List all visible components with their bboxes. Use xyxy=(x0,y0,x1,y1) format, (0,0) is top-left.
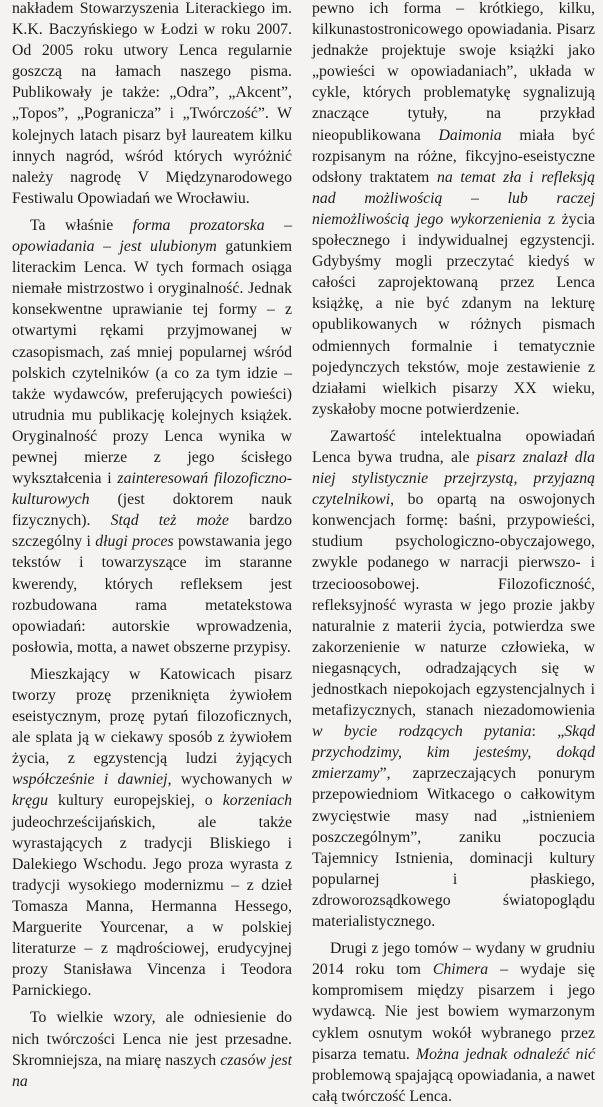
italic-text-run: na temat zła i refleksją nad możliwością – lub raczej niemożliwością jego wykorzenienia xyxy=(312,168,596,228)
text-run: judeochrześcijańskich, ale także wyrastających z tradycji Bliskiego i Dalekiego Wschodu. Jego proza wyrasta z tradycji wysokiego modernizmu – z dzieł Tomasza Manna, Hermanna Hessego, Marguerite Yourcenar, a w polskiej literaturze – z mądrościowej, erudycyjnej prozy Stanisława Vincenza i Teodora Parnickiego. xyxy=(12,813,292,1000)
text-run: pewno ich forma – krótkiego, kilku, kilkunastostronicowego opowiadania. Pisarz jednakże projektuje swoje książki jako „powieści w opowiadaniach”, układa w cykle, których problematykę sygnalizują znaczące tytuły, na przykład nieopublikowana xyxy=(312,0,595,144)
paragraph xyxy=(312,938,595,1107)
text-run: powstawania jego tekstów i towarzyszące im staranne kwerendy, których refleksem jest rozbudowana rama metatekstowa opowiadań: autorskie wprowadzenia, posłowia, motta, a nawet obszerne przypisy. xyxy=(12,533,292,656)
paragraph xyxy=(12,664,292,1002)
text-run: Ta właśnie xyxy=(30,216,133,234)
text-run: bardzo szczególny i xyxy=(12,512,293,551)
text-run: , bo opartą na oswojonych konwencjach formę: baśni, przypowieści, studium psychologiczno-obyczajowego, zwykle podanego w narracji pierwszo- i trzecioosobowej. Filozoficzność, refleksyjność wyrasta w jego prozie jakby naturalnie z materii życia, potwierdza swe zakorzenienie w naturze człowieka, w niegasnących, odradzających się w jednostkach niepokojach egzystencjalnych i metafizycznych, stanach niezadomowienia xyxy=(312,491,595,720)
italic-text-run: Można jednak odnaleźć nić xyxy=(415,1045,595,1063)
paragraph xyxy=(12,1007,292,1091)
text-run: miała być rozpisanym na różne, fikcyjno-eseistyczne odsłony traktatem xyxy=(312,126,595,186)
italic-text-run: Skąd przychodzimy, kim jesteśmy, dokąd zmierzamy xyxy=(312,723,595,783)
text-run: gatunkiem literackim Lenca. W tych formach osiąga niemałe mistrzostwo i oryginalność. Jednak konsekwentne uprawianie tej formy – z otwartymi rękami przyjmowanej w czasopismach, zaś mniej popularnej wśród polskich czytelników (a co za tym idzie – także wydawców, preferujących powieści) utrudnia mu publikację kolejnych książek. Oryginalność prozy Lenca wynika w pewnej mierze z jego ścisłego wykształcenia i xyxy=(12,238,293,488)
text-run: To wielkie wzory, ale odniesienie do nich twórczości Lenca nie jest przesadne. Skromniejsza, na miarę naszych xyxy=(12,1009,292,1069)
text-run: (jest doktorem nauk fizycznych). xyxy=(12,491,292,530)
text-run: z życia społecznego i indywidualnej egzystencji. Gdybyśmy mogli przeczytać kiedyś w całości zaprojektowaną przez Lenca książkę, a nie być zdanym na lekturę opublikowanych w różnych pismach odmiennych formalnie i tematycznie pojedynczych tekstów, moje zestawienie z działami wielkich pisarzy XX wieku, zyskałoby mocne potwierdzenie. xyxy=(312,210,595,418)
text-run: Drugi z jego tomów – wydany w grudniu 2014 roku tom xyxy=(312,940,595,979)
text-run: Mieszkający w Katowicach pisarz tworzy prozę przeniknięta żywiołem eseistycznym, prozę pytań filozoficznych, ale splata ją w ciekawy sposób z żywiołem życia, z egzystencją ludzi żyjących xyxy=(12,665,292,768)
italic-text-run: współcześnie i dawniej xyxy=(12,771,168,789)
italic-text-run: długi proces xyxy=(95,533,174,551)
italic-text-run: Chimera xyxy=(432,961,489,979)
text-run: kultury europejskiej, o xyxy=(47,792,223,810)
right-column xyxy=(312,0,595,1107)
text-run: Zawartość intelektualna opowiadań Lenca bywa trudna, ale xyxy=(312,427,595,466)
italic-text-run: Daimonia xyxy=(438,126,502,144)
text-run: problemową spajającą opowiadania, a nawet całą twórczość Lenca. xyxy=(312,1066,595,1105)
text-run: , wychowanych xyxy=(167,771,282,789)
text-run: – wydaje się kompromisem między pisarzem i jego wydawcą. Nie jest bowiem wymarzonym cyklem osnutym wokół wybranego przez pisarza tematu. xyxy=(312,961,595,1063)
paragraph xyxy=(12,0,292,209)
text-run: nakładem Stowarzyszenia Literackiego im. K.K. Baczyńskiego w Łodzi w roku 2007. Od 2005 roku utwory Lenca regularnie goszczą na łamach naszego pisma. Publikowały je także: „Odra”, „Akcent”, „Topos”, „Pogranicza” i „Twórczość”. W kolejnych latach pisarz był laureatem kilku innych nagród, wśród których wyróżnić należy nagrodę V Międzynarodowego Festiwalu Opowiadań we Wrocławiu. xyxy=(12,0,292,207)
italic-text-run: w bycie rodzących pytania xyxy=(312,723,532,741)
text-run: : „ xyxy=(531,723,565,741)
italic-text-run: w kręgu xyxy=(12,771,292,810)
italic-text-run: korzeniach xyxy=(222,792,292,810)
paragraph xyxy=(312,0,595,420)
italic-text-run: zainteresowań filozoficzno-kulturowych xyxy=(12,470,292,509)
left-column xyxy=(12,0,292,1092)
text-run: ”, zaprzeczających ponurym przepowiedniom Witkacego o całkowitym zwycięstwie masy nad „istnieniem poszczególnym”, zaniku poczucia Tajemnicy Istnienia, dominacji kultury popularnej i płaskiego, zdroworozsądkowego światopoglądu materialistycznego. xyxy=(312,765,595,931)
italic-text-run: czasów jest na xyxy=(12,1051,293,1090)
paragraph xyxy=(12,215,292,658)
paragraph xyxy=(312,426,595,932)
italic-text-run: pisarz znalazł dla niej stylistycznie przejrzystą, przyjazną czytelnikowi xyxy=(312,448,595,509)
italic-text-run: Stąd też może xyxy=(110,512,229,530)
italic-text-run: forma prozatorska – opowiadania – jest ulubionym xyxy=(12,216,292,256)
